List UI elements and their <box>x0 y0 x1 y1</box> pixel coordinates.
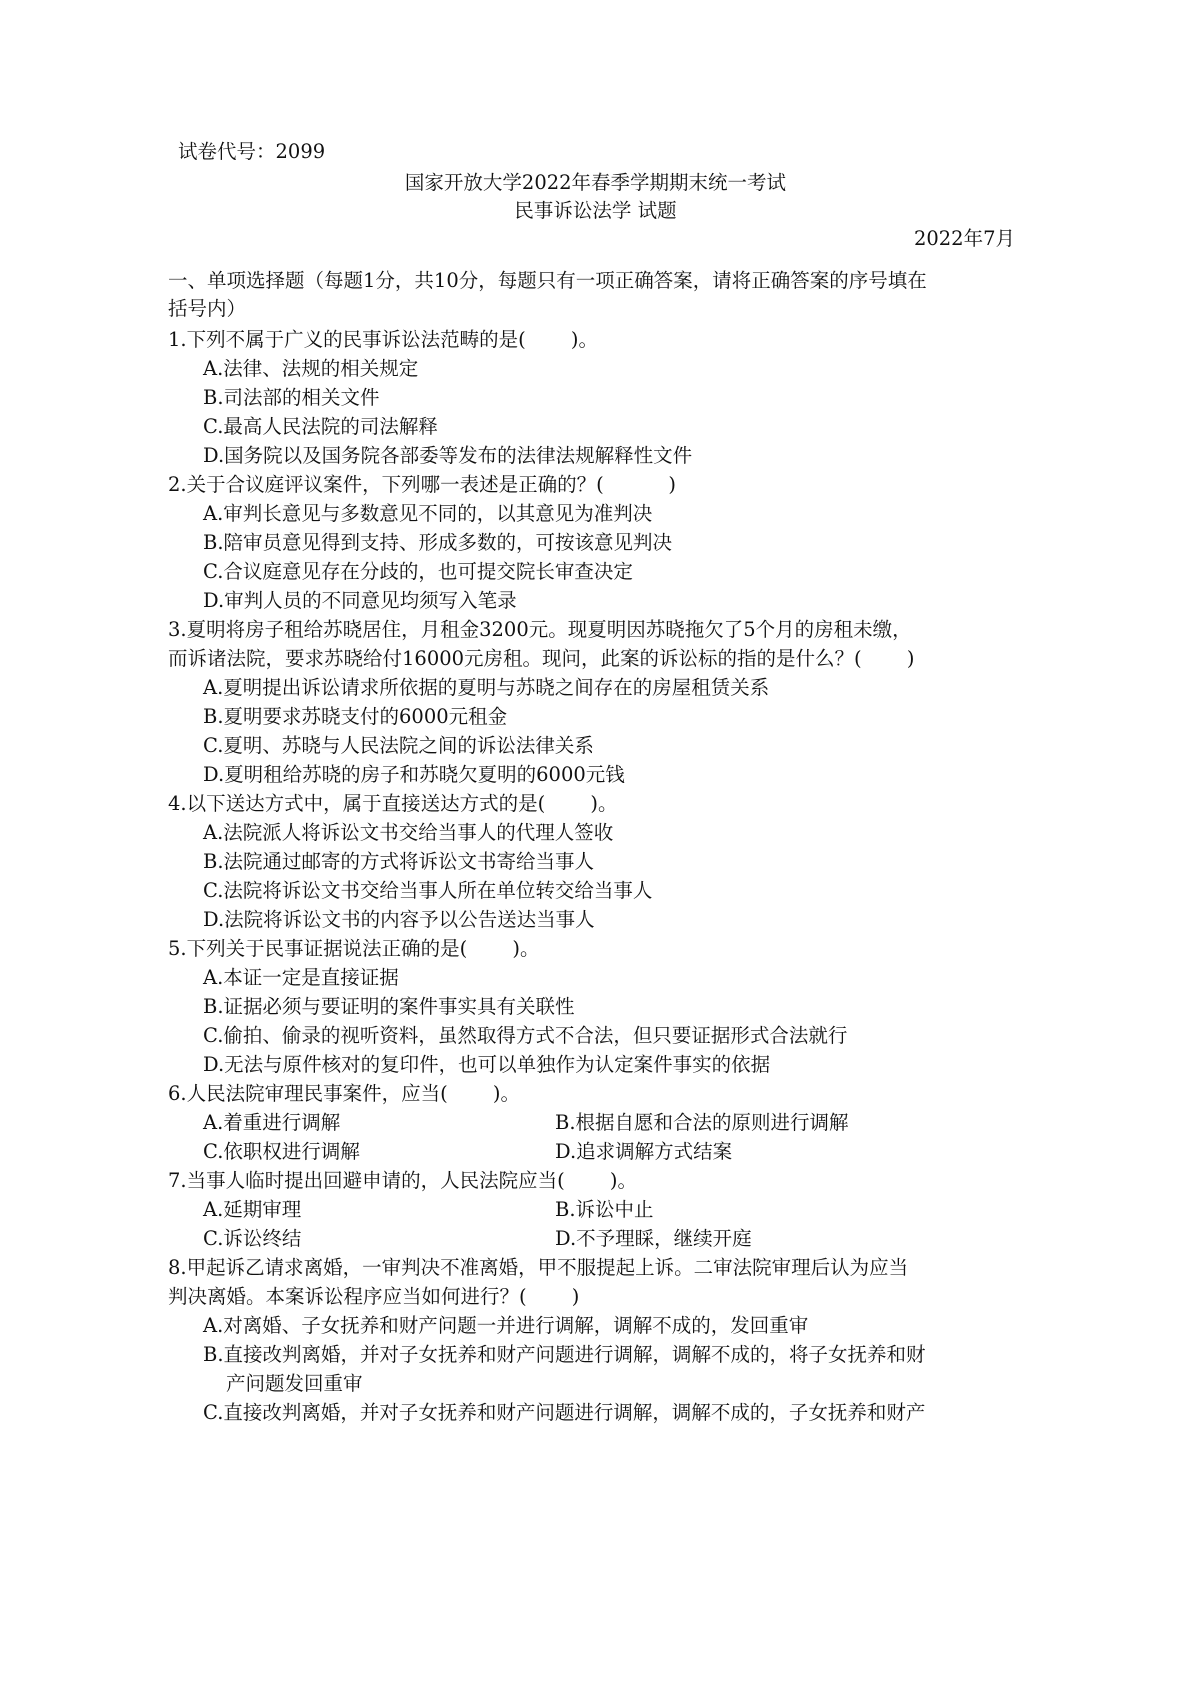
question-stem-continued: 而诉诸法院，要求苏晓给付16000元房租。现问，此案的诉讼标的指的是什么？( ) <box>168 647 915 670</box>
option-b-continued: 产问题发回重审 <box>226 1372 363 1395</box>
section-heading-continued: 括号内） <box>168 297 247 320</box>
option-b: B.直接改判离婚，并对子女抚养和财产问题进行调解，调解不成的，将子女抚养和财 <box>203 1343 926 1366</box>
exam-date: 2022年7月 <box>913 227 1015 250</box>
option-a: A.夏明提出诉讼请求所依据的夏明与苏晓之间存在的房屋租赁关系 <box>203 676 770 699</box>
option-b: B.诉讼中止 <box>555 1198 654 1221</box>
option-a: A.法院派人将诉讼文书交给当事人的代理人签收 <box>203 821 614 844</box>
option-c: C.诉讼终结 <box>203 1227 302 1250</box>
option-c: C.偷拍、偷录的视听资料，虽然取得方式不合法，但只要证据形式合法就行 <box>203 1024 848 1047</box>
option-c: C.夏明、苏晓与人民法院之间的诉讼法律关系 <box>203 734 594 757</box>
option-b: B.司法部的相关文件 <box>203 386 380 409</box>
option-c: C.法院将诉讼文书交给当事人所在单位转交给当事人 <box>203 879 653 902</box>
option-a: A.延期审理 <box>203 1198 302 1221</box>
question-stem: 6.人民法院审理民事案件，应当( )。 <box>168 1082 521 1105</box>
option-d: D.夏明租给苏晓的房子和苏晓欠夏明的6000元钱 <box>203 763 625 786</box>
section-heading: 一、单项选择题（每题1分，共10分，每题只有一项正确答案，请将正确答案的序号填在 <box>168 269 927 292</box>
exam-title: 国家开放大学2022年春季学期期末统一考试 <box>404 171 787 194</box>
option-d: D.追求调解方式结案 <box>555 1140 733 1163</box>
option-c: C.合议庭意见存在分歧的，也可提交院长审查决定 <box>203 560 633 583</box>
option-a: A.法律、法规的相关规定 <box>203 357 419 380</box>
option-b: B.证据必须与要证明的案件事实具有关联性 <box>203 995 575 1018</box>
question-stem-continued: 判决离婚。本案诉讼程序应当如何进行？( ) <box>168 1285 580 1308</box>
question-stem: 3.夏明将房子租给苏晓居住，月租金3200元。现夏明因苏晓拖欠了5个月的房租未缴， <box>168 618 912 641</box>
paper-code: 试卷代号：2099 <box>178 140 326 163</box>
question-stem: 4.以下送达方式中，属于直接送达方式的是( )。 <box>168 792 618 815</box>
option-c: C.直接改判离婚，并对子女抚养和财产问题进行调解，调解不成的，子女抚养和财产 <box>203 1401 926 1424</box>
option-a: A.着重进行调解 <box>203 1111 341 1134</box>
option-a: A.对离婚、子女抚养和财产问题一并进行调解，调解不成的，发回重审 <box>203 1314 809 1337</box>
option-a: A.本证一定是直接证据 <box>203 966 399 989</box>
option-b: B.夏明要求苏晓支付的6000元租金 <box>203 705 508 728</box>
question-stem: 8.甲起诉乙请求离婚，一审判决不准离婚，甲不服提起上诉。二审法院审理后认为应当 <box>168 1256 909 1279</box>
question-stem: 2.关于合议庭评议案件，下列哪一表述是正确的？( ) <box>168 473 677 496</box>
option-a: A.审判长意见与多数意见不同的，以其意见为准判决 <box>203 502 653 525</box>
option-d: D.国务院以及国务院各部委等发布的法律法规解释性文件 <box>203 444 693 467</box>
option-b: B.根据自愿和合法的原则进行调解 <box>555 1111 849 1134</box>
question-stem: 1.下列不属于广义的民事诉讼法范畴的是( )。 <box>168 328 599 351</box>
question-stem: 7.当事人临时提出回避申请的，人民法院应当( )。 <box>168 1169 638 1192</box>
exam-subtitle: 民事诉讼法学 试题 <box>514 199 677 222</box>
option-d: D.不予理睬，继续开庭 <box>555 1227 752 1250</box>
option-c: C.依职权进行调解 <box>203 1140 360 1163</box>
option-b: B.法院通过邮寄的方式将诉讼文书寄给当事人 <box>203 850 595 873</box>
option-c: C.最高人民法院的司法解释 <box>203 415 438 438</box>
question-stem: 5.下列关于民事证据说法正确的是( )。 <box>168 937 540 960</box>
option-d: D.无法与原件核对的复印件，也可以单独作为认定案件事实的依据 <box>203 1053 771 1076</box>
option-d: D.审判人员的不同意见均须写入笔录 <box>203 589 517 612</box>
option-b: B.陪审员意见得到支持、形成多数的，可按该意见判决 <box>203 531 673 554</box>
option-d: D.法院将诉讼文书的内容予以公告送达当事人 <box>203 908 595 931</box>
